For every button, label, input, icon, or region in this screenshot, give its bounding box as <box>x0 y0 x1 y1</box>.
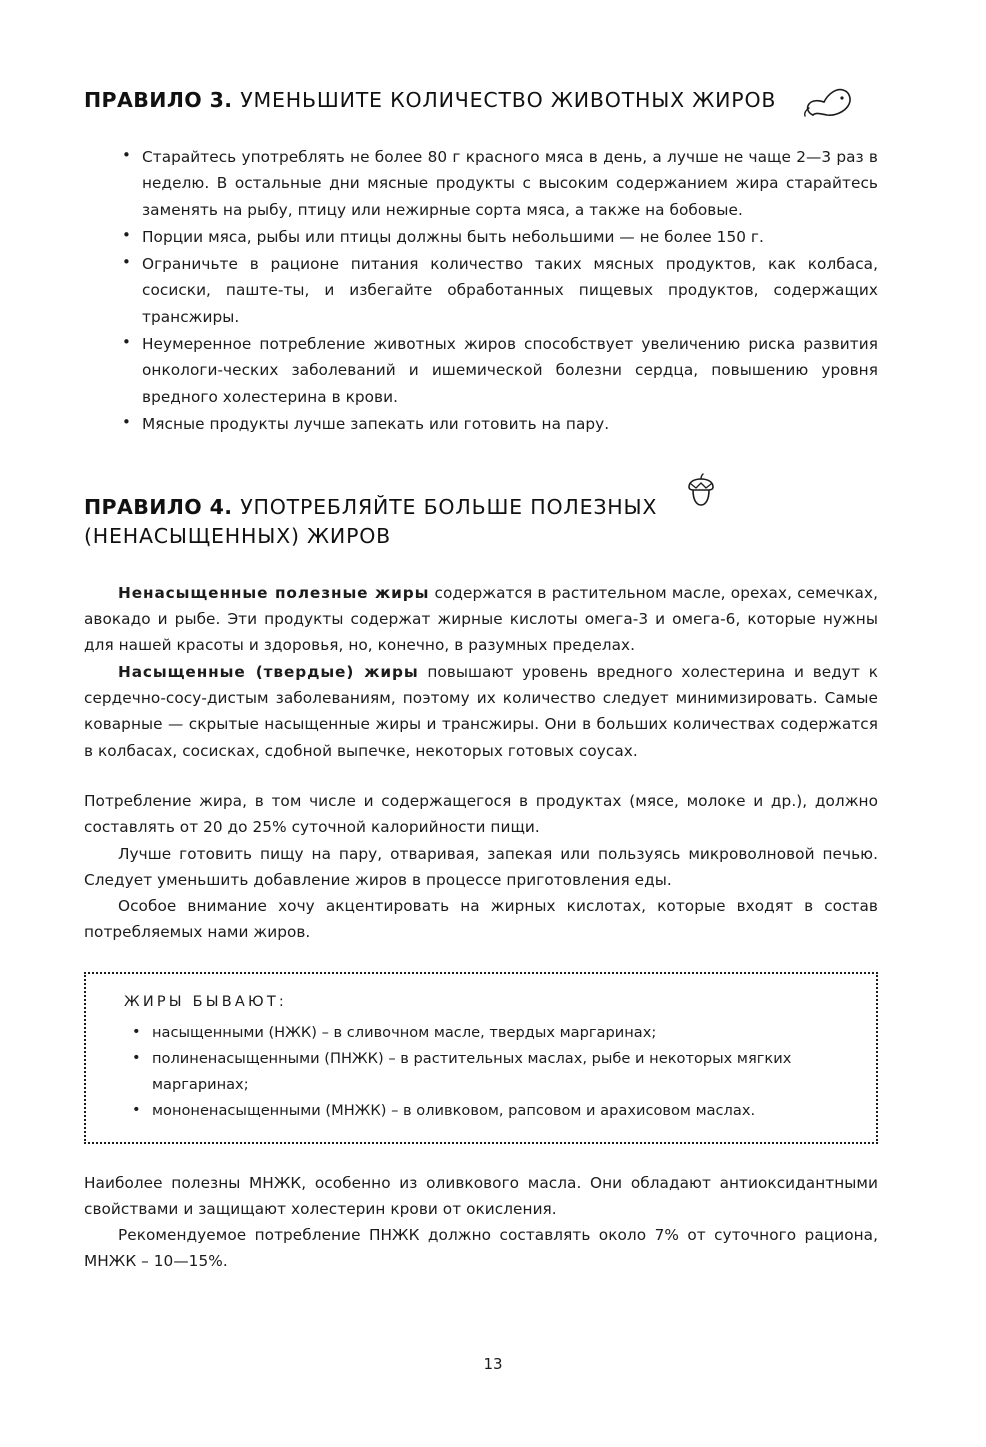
rule-4-paragraph-1 <box>84 580 878 659</box>
list-item: • Неумеренное потребление животных жиров способствует увеличению риска развития онкологи-ческих заболеваний и ишемической болезни сердца, повышению уровня вредного холестерина в крови. <box>118 331 878 410</box>
unsaturated-fats-lead: Ненасыщенные полезные жиры <box>118 583 430 602</box>
list-item: • Ограничьте в рационе питания количество таких мясных продуктов, как колбаса, сосиски, паште-ты, и избегайте обработанных пищевых продуктов, содержащих трансжиры. <box>118 251 878 330</box>
list-item: • Порции мяса, рыбы или птицы должны быть небольшими — не более 150 г. <box>118 224 878 250</box>
rule-3-bullet-list <box>84 144 878 437</box>
page-number: 13 <box>483 1355 503 1373</box>
rule-4-paragraph-3: Потребление жира, в том числе и содержащегося в продуктах (мясе, молоке и др.), должно составлять от 20 до 25% суточной калорийности пищи. <box>84 791 878 837</box>
rule-3-heading <box>84 86 878 128</box>
callout-box-title: ЖИРЫ БЫВАЮТ: <box>124 993 288 1010</box>
rule-4-paragraph-4: Лучше готовить пищу на пару, отваривая, запекая или пользуясь микроволновой печью. Следует уменьшить добавление жиров в процессе приготовления еды. <box>84 844 878 889</box>
saturated-fats-lead: Насыщенные (твердые) жиры <box>118 662 419 681</box>
rule-4-number: ПРАВИЛО 4. <box>84 495 233 520</box>
fats-types-callout-box <box>84 972 878 1144</box>
rule-4-title-line-2: (НЕНАСЫЩЕННЫХ) ЖИРОВ <box>84 523 392 548</box>
rule-4-paragraph-5: Особое внимание хочу акцентировать на жирных кислотах, которые входят в состав потребляемых нами жиров. <box>84 897 878 942</box>
list-item: • Старайтесь употреблять не более 80 г красного мяса в день, а лучше не чаще 2—3 раз в неделю. В остальные дни мясные продукты с высоким содержанием жира старайтесь заменять на рыбу, птицу или нежирные сорта мяса, а также на бобовые. <box>118 144 878 223</box>
list-item: • Мясные продукты лучше запекать или готовить на пару. <box>118 411 878 437</box>
rule-3-heading-text <box>84 86 776 114</box>
list-item: • мононенасыщенными (МНЖК) – в оливковом, рапсовом и арахисовом маслах. <box>126 1098 850 1124</box>
rule-3-number: ПРАВИЛО 3. <box>84 88 233 112</box>
rule-4-paragraph-2 <box>84 659 878 764</box>
rule-4-title-line-1: УПОТРЕБЛЯЙТЕ БОЛЬШЕ ПОЛЕЗНЫХ <box>240 495 658 520</box>
saturated-fats-rest: повышают уровень вредного холестерина и ведут к сердечно-сосу-дистым заболеваниям, поэтому их количество следует минимизировать. Самые коварные — скрытые насыщенные жиры и трансжиры. Они в больших количествах содержатся в колбасах, сосисках, сдобной выпечке, некоторых готовых соусах. <box>84 662 878 760</box>
list-item: • полиненасыщенными (ПНЖК) – в растительных маслах, рыбе и некоторых мягких маргаринах; <box>126 1046 850 1098</box>
rule-4-paragraph-7: Рекомендуемое потребление ПНЖК должно составлять около 7% от суточного рациона, МНЖК – 10—15%. <box>84 1226 878 1271</box>
rule-3-title: УМЕНЬШИТЕ КОЛИЧЕСТВО ЖИВОТНЫХ ЖИРОВ <box>240 88 777 112</box>
unsaturated-fats-rest: содержатся в растительном масле, орехах, семечках, авокадо и рыбе. Эти продукты содержат жирные кислоты омега-3 и омега-6, которые нужны для нашей красоты и здоровья, но, конечно, в разумных пределах. <box>84 583 878 655</box>
meat-leg-icon <box>800 82 856 128</box>
list-item: • насыщенными (НЖК) – в сливочном масле, твердых маргаринах; <box>126 1020 850 1046</box>
rule-4-heading <box>84 472 878 550</box>
rule-4-heading-text <box>84 472 723 550</box>
callout-box-list <box>112 1020 850 1124</box>
rule-4-paragraph-6: Наиболее полезны МНЖК, особенно из оливкового масла. Они обладают антиоксидантными свойствами и защищают холестерин крови от окисления. <box>84 1173 878 1218</box>
acorn-icon <box>679 495 723 519</box>
